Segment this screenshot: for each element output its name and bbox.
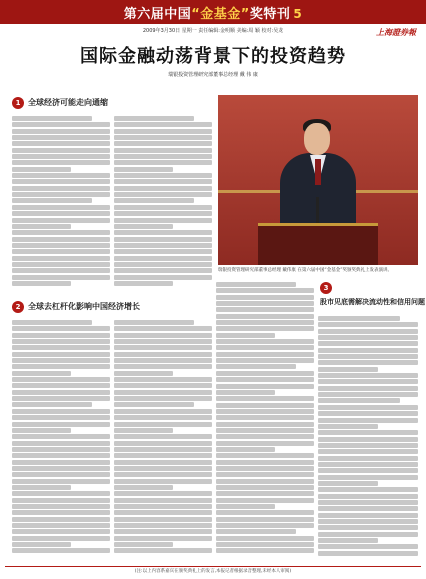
text-line (318, 551, 418, 556)
text-line (114, 542, 173, 547)
page-number: 5 (293, 7, 303, 21)
text-line (318, 348, 418, 353)
text-line (318, 532, 418, 537)
text-line (114, 409, 212, 414)
text-line (114, 281, 173, 286)
text-line (114, 536, 212, 541)
text-line (216, 352, 314, 357)
text-line (12, 129, 110, 134)
text-line (12, 249, 110, 254)
text-line (114, 390, 212, 395)
text-line (12, 218, 110, 223)
text-line (216, 434, 314, 439)
text-line (114, 479, 212, 484)
text-line (114, 320, 194, 325)
text-line (114, 249, 212, 254)
footer-text: (注:以上内容系嘉宾在颁奖典礼上的发言,本报记者根据录音整理,未经本人审阅) (134, 569, 292, 574)
text-line (114, 154, 212, 159)
text-line (216, 428, 314, 433)
text-line (216, 479, 314, 484)
text-line (318, 329, 418, 334)
text-line (318, 500, 418, 505)
text-column (114, 116, 212, 291)
text-line (216, 288, 314, 293)
text-line (114, 333, 212, 338)
text-line (216, 548, 314, 553)
text-line (12, 491, 110, 496)
text-line (114, 173, 212, 178)
text-line (114, 179, 212, 184)
text-line (216, 536, 314, 541)
text-line (318, 322, 418, 327)
text-line (12, 434, 110, 439)
text-line (216, 491, 314, 496)
text-line (114, 224, 173, 229)
section-number: 2 (12, 301, 24, 313)
text-line (12, 326, 110, 331)
text-line (318, 411, 418, 416)
text-line (12, 441, 110, 446)
text-line (216, 498, 314, 503)
section-number: 1 (12, 97, 24, 109)
text-line (216, 396, 314, 401)
text-line (12, 402, 92, 407)
text-line (114, 504, 212, 509)
text-line (216, 390, 275, 395)
text-line (12, 466, 110, 471)
text-line (318, 437, 418, 442)
text-line (12, 428, 71, 433)
text-line (12, 167, 71, 172)
text-line (12, 211, 110, 216)
section-heading-1 (12, 97, 212, 109)
text-line (12, 135, 110, 140)
text-line (318, 373, 418, 378)
text-line (12, 396, 110, 401)
text-line (114, 441, 212, 446)
text-line (216, 364, 296, 369)
banner-title-suffix: 奖特刊 (249, 7, 291, 22)
text-line (114, 396, 212, 401)
text-line (114, 364, 212, 369)
text-line (12, 453, 110, 458)
text-line (114, 517, 212, 522)
text-line (12, 536, 110, 541)
text-line (114, 485, 173, 490)
text-line (114, 339, 212, 344)
text-line (12, 230, 110, 235)
footer-note (5, 566, 421, 575)
speaker-photo (218, 95, 418, 265)
text-line (318, 424, 378, 429)
text-line (114, 243, 212, 248)
text-line (216, 282, 296, 287)
text-line (216, 542, 314, 547)
text-line (114, 237, 212, 242)
text-line (216, 371, 314, 376)
text-line (318, 449, 418, 454)
text-line (12, 160, 110, 165)
text-line (318, 360, 418, 365)
text-line (12, 498, 110, 503)
text-line (216, 326, 314, 331)
text-line (114, 268, 212, 273)
text-line (318, 405, 418, 410)
text-line (216, 377, 314, 382)
text-line (114, 460, 212, 465)
newspaper-logo: 上海證券報 (376, 27, 416, 37)
text-line (114, 422, 212, 427)
text-line (216, 447, 275, 452)
text-line (114, 491, 212, 496)
text-line (114, 211, 212, 216)
text-line (12, 224, 71, 229)
text-line (216, 466, 314, 471)
text-line (318, 443, 418, 448)
text-line (318, 398, 400, 403)
text-line (12, 358, 110, 363)
text-line (216, 345, 314, 350)
text-column (318, 316, 418, 560)
text-line (114, 218, 212, 223)
text-line (12, 237, 110, 242)
text-line (114, 167, 173, 172)
text-line (114, 275, 212, 280)
text-line (12, 141, 110, 146)
text-line (12, 333, 110, 338)
text-line (12, 198, 92, 203)
text-line (216, 320, 314, 325)
text-line (216, 403, 314, 408)
text-line (114, 472, 212, 477)
special-issue-banner (0, 0, 426, 24)
text-line (114, 230, 212, 235)
text-line (318, 316, 400, 321)
text-line (216, 529, 296, 534)
text-column (12, 320, 110, 560)
text-line (12, 186, 110, 191)
text-line (12, 504, 110, 509)
text-line (12, 192, 110, 197)
text-line (114, 192, 212, 197)
text-line (114, 326, 212, 331)
text-line (12, 415, 110, 420)
text-line (12, 529, 110, 534)
text-line (12, 517, 110, 522)
text-line (114, 148, 212, 153)
text-line (12, 148, 110, 153)
text-line (318, 386, 418, 391)
text-line (318, 430, 418, 435)
text-line (216, 339, 314, 344)
text-line (216, 510, 314, 515)
text-line (12, 320, 92, 325)
text-line (12, 116, 92, 121)
text-line (12, 243, 110, 248)
text-line (318, 392, 418, 397)
text-line (114, 523, 212, 528)
text-line (114, 510, 212, 515)
text-line (12, 479, 110, 484)
text-line (216, 472, 314, 477)
text-line (12, 485, 71, 490)
text-line (318, 335, 418, 340)
section-title: 全球去杠杆化影响中国经济增长 (28, 302, 140, 311)
text-line (12, 447, 110, 452)
text-line (12, 179, 110, 184)
text-line (12, 205, 110, 210)
article-headline: 国际金融动荡背景下的投资趋势 (80, 46, 346, 67)
text-line (12, 173, 110, 178)
text-line (216, 415, 314, 420)
text-line (318, 538, 378, 543)
text-line (114, 116, 194, 121)
text-line (12, 383, 110, 388)
banner-title (0, 3, 426, 22)
text-line (318, 519, 418, 524)
section-heading-3-title (320, 296, 425, 308)
text-line (318, 354, 418, 359)
section-heading-3 (320, 282, 420, 294)
section-title: 股市见底需解决流动性和信用问题 (320, 298, 425, 306)
section-heading-2 (12, 301, 212, 313)
text-line (216, 301, 314, 306)
text-line (114, 198, 194, 203)
section-title: 全球经济可能走向通缩 (28, 98, 108, 107)
text-line (318, 525, 418, 530)
text-line (318, 506, 418, 511)
text-line (114, 141, 212, 146)
text-line (318, 513, 418, 518)
text-line (216, 307, 314, 312)
text-line (114, 498, 212, 503)
text-line (12, 352, 110, 357)
text-line (114, 447, 212, 452)
text-line (12, 523, 110, 528)
text-line (216, 441, 314, 446)
text-line (318, 468, 418, 473)
text-line (318, 456, 418, 461)
text-line (318, 367, 378, 372)
text-line (12, 409, 110, 414)
text-line (318, 544, 418, 549)
text-line (216, 409, 314, 414)
text-column (216, 282, 314, 560)
text-line (114, 466, 212, 471)
text-line (114, 434, 212, 439)
text-line (114, 262, 212, 267)
text-line (114, 345, 212, 350)
text-line (12, 377, 110, 382)
text-line (114, 402, 194, 407)
text-line (12, 339, 110, 344)
text-line (216, 504, 275, 509)
text-line (114, 358, 212, 363)
text-line (216, 358, 314, 363)
text-line (12, 256, 110, 261)
text-line (12, 422, 110, 427)
text-column (114, 320, 212, 560)
text-line (12, 472, 110, 477)
text-line (114, 383, 212, 388)
text-line (318, 475, 418, 480)
text-line (114, 415, 212, 420)
banner-title-prefix: 第六届中国 (123, 7, 192, 22)
text-line (12, 364, 110, 369)
text-line (12, 262, 110, 267)
text-column (12, 116, 110, 291)
text-line (318, 487, 418, 492)
text-line (114, 371, 173, 376)
text-line (216, 422, 314, 427)
text-line (114, 529, 212, 534)
text-line (12, 275, 110, 280)
text-line (12, 510, 110, 515)
text-line (12, 154, 110, 159)
dateline: 2009年3月30日 星期一 责任编辑:金明顺 美编:周 颖 校对:吴龙 (142, 28, 284, 34)
text-line (114, 135, 212, 140)
text-line (12, 460, 110, 465)
section-number: 3 (320, 282, 332, 294)
text-line (114, 160, 212, 165)
text-line (12, 268, 110, 273)
text-line (12, 371, 71, 376)
text-line (12, 122, 110, 127)
text-line (114, 256, 212, 261)
text-line (318, 418, 418, 423)
text-line (12, 281, 71, 286)
text-line (318, 494, 418, 499)
text-line (114, 377, 212, 382)
text-line (318, 462, 418, 467)
text-line (318, 379, 418, 384)
text-line (318, 341, 418, 346)
text-line (216, 523, 314, 528)
text-line (114, 428, 173, 433)
text-line (114, 548, 212, 553)
text-line (216, 453, 314, 458)
text-line (12, 548, 110, 553)
banner-title-highlight: “金基金” (191, 7, 250, 22)
text-line (114, 186, 212, 191)
text-line (12, 345, 110, 350)
text-line (12, 542, 71, 547)
text-line (114, 129, 212, 134)
text-line (114, 352, 212, 357)
text-line (114, 205, 212, 210)
text-line (216, 485, 314, 490)
text-line (216, 295, 314, 300)
text-line (114, 122, 212, 127)
text-line (216, 333, 275, 338)
text-line (216, 460, 314, 465)
photo-caption: 瑞银投资管理研究部董事总经理 戴伟康 在第六届中国“金基金”奖颁奖典礼上发表演讲。 (218, 268, 393, 273)
text-line (216, 384, 314, 389)
text-line (216, 314, 314, 319)
article-byline: 瑞银投资管理研究部董事总经理 戴 伟 康 (168, 72, 258, 78)
text-line (114, 453, 212, 458)
text-line (12, 390, 110, 395)
text-line (216, 517, 314, 522)
text-line (318, 481, 378, 486)
